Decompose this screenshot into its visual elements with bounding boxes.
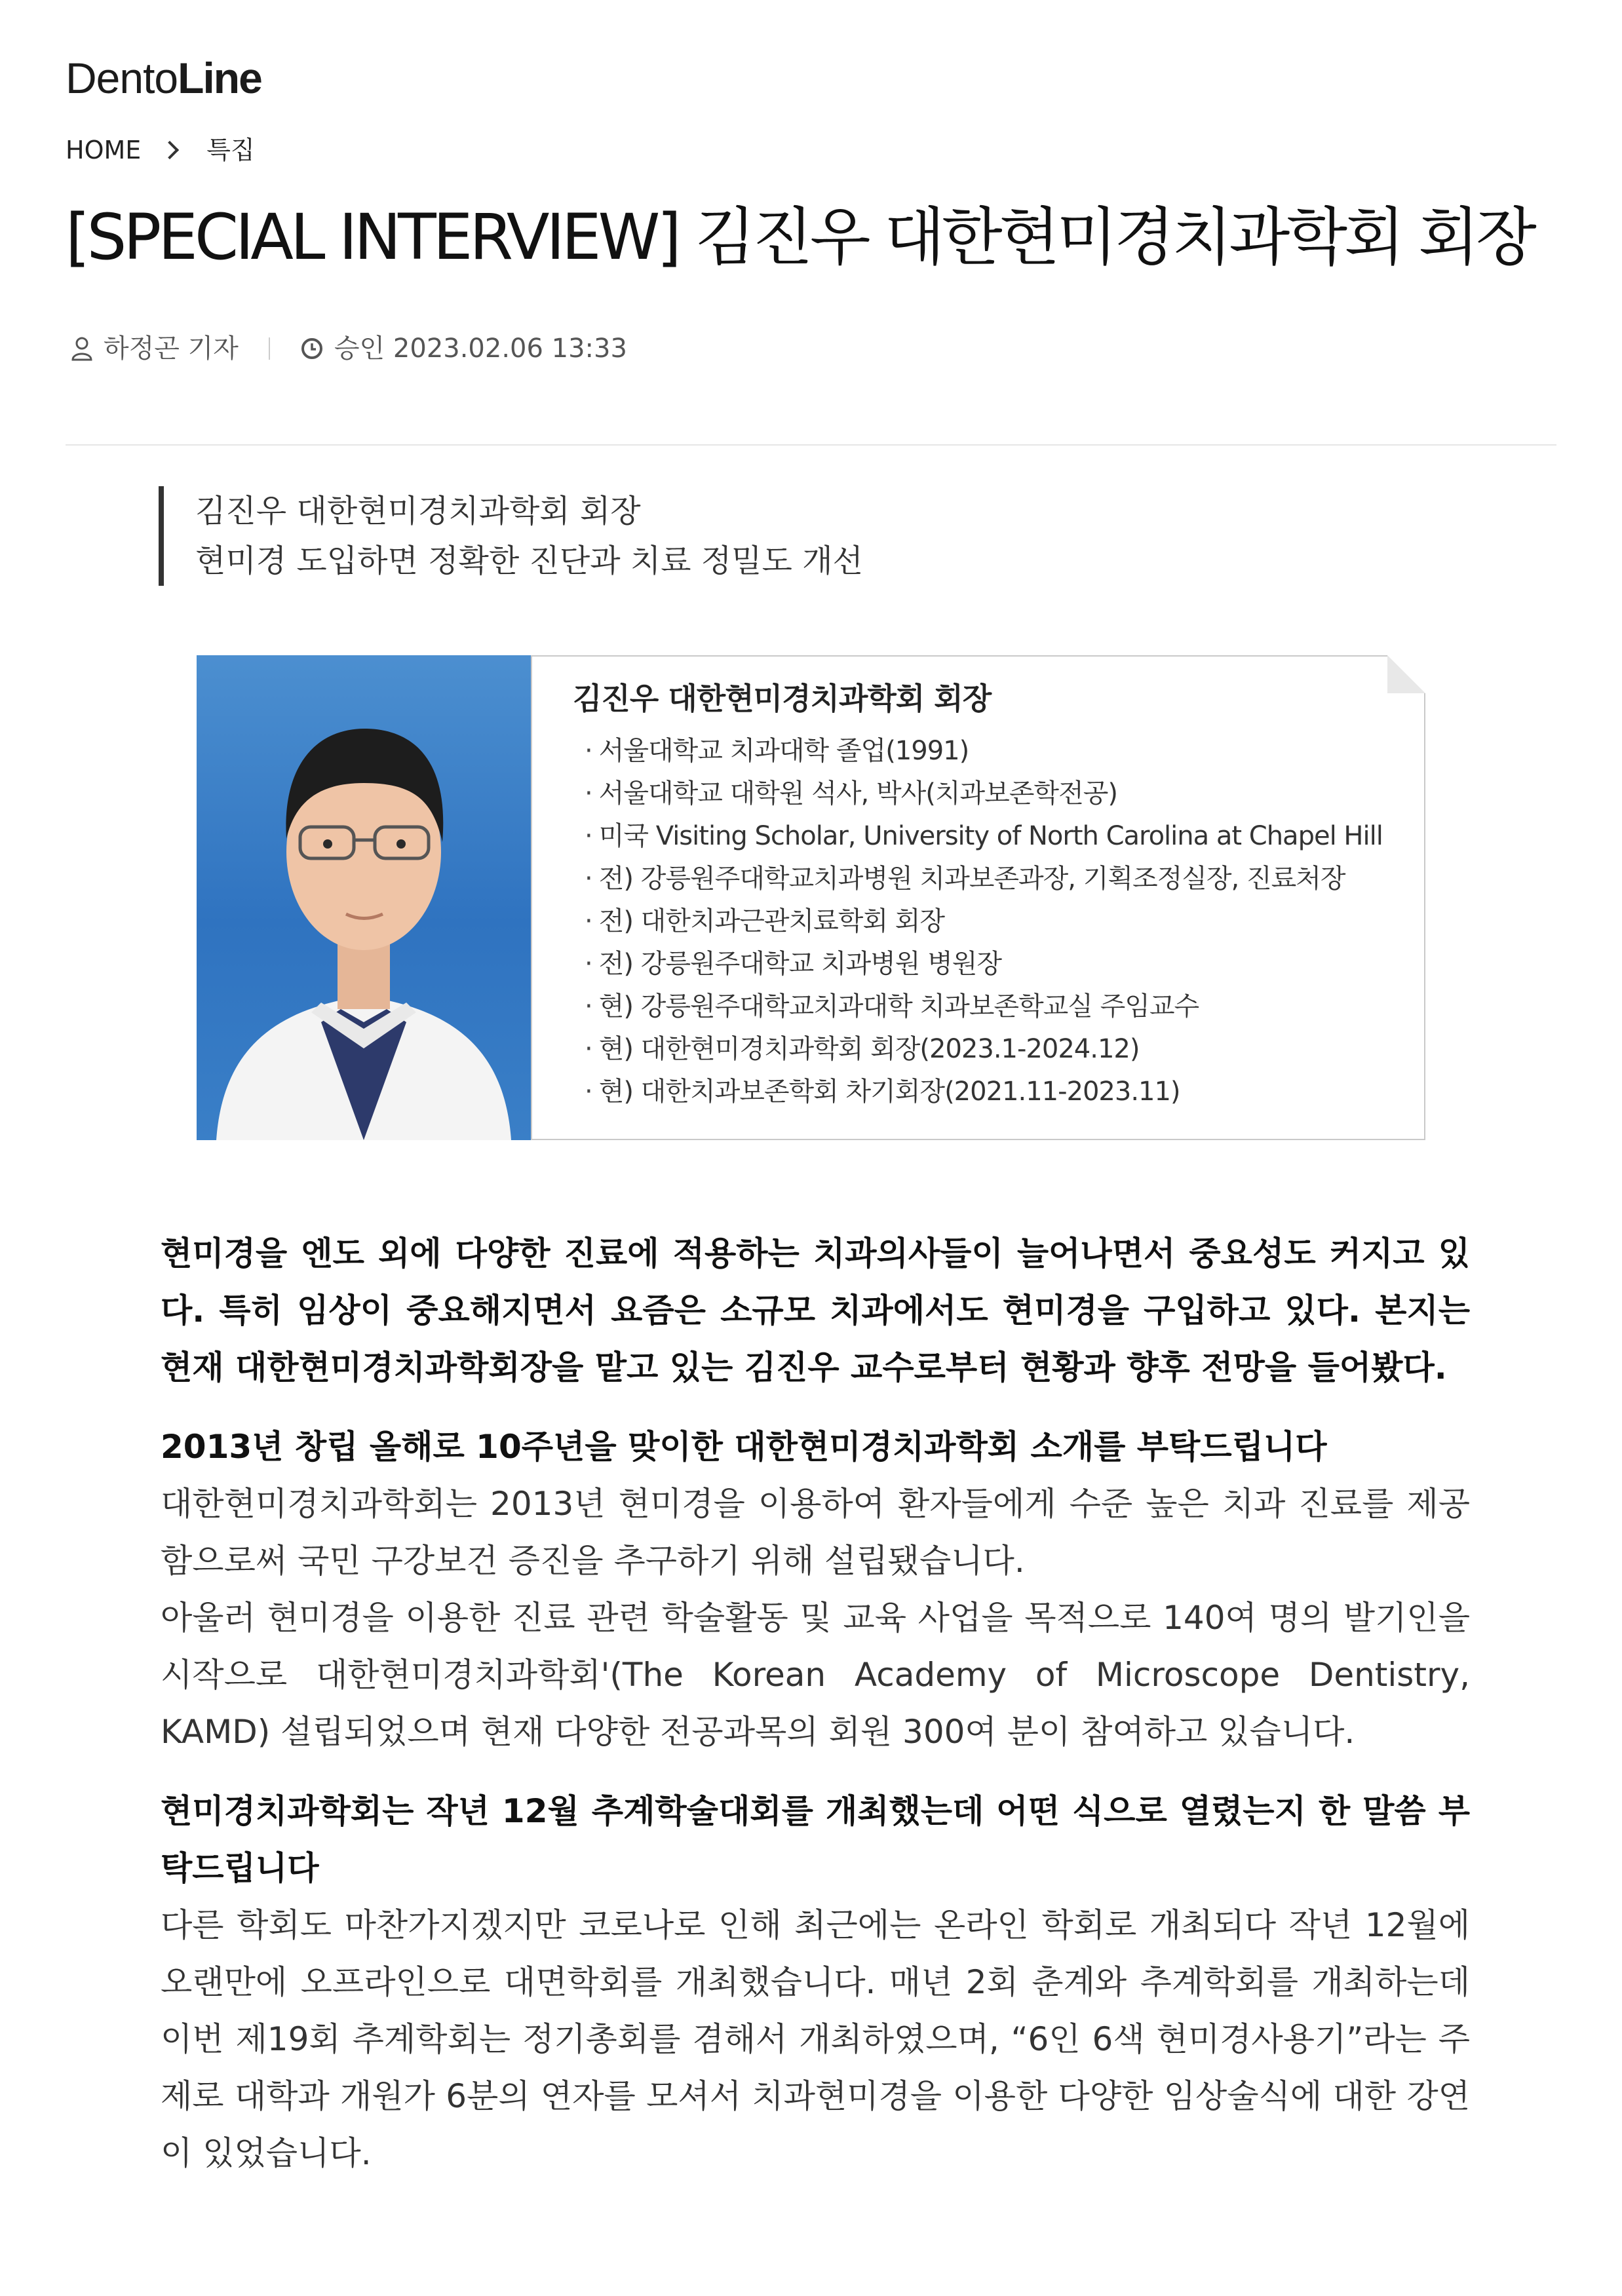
user-icon: [71, 336, 93, 361]
breadcrumb-section[interactable]: 특집: [206, 136, 255, 164]
profile-item: · 현) 강릉원주대학교치과대학 치과보존학교실 주임교수: [585, 985, 1383, 1028]
article-lead: 현미경을 엔도 외에 다양한 진료에 적용하는 치과의사들이 늘어나면서 중요성도 커지고 있다. 특히 임상이 중요해지면서 요즘은 소규모 치과에서도 현미경을 구입하고 있다. 본지는 현재 대한현미경치과학회장을 맡고 있는 김진우 교수로부터 현황과 향후 전망을 들어봤다.: [161, 1234, 1470, 1387]
meta-divider: [269, 337, 270, 360]
profile-item: · 전) 대한치과근관치료학회 회장: [585, 900, 1383, 943]
profile-item: · 전) 강릉원주대학교치과병원 치과보존과장, 기획조정실장, 진료처장: [585, 858, 1383, 900]
page-title: [SPECIAL INTERVIEW] 김진우 대한현미경치과학회 회장: [66, 201, 1534, 274]
profile-name: 김진우 대한현미경치과학회 회장: [573, 681, 992, 716]
site-logo[interactable]: [66, 56, 261, 100]
summary-line: 현미경 도입하면 정확한 진단과 치료 정밀도 개선: [195, 543, 863, 579]
clock-icon: [300, 337, 324, 360]
answer-paragraph: 아울러 현미경을 이용한 진료 관련 학술활동 및 교육 사업을 목적으로 140여 명의 발기인을 시작으로 대한현미경치과학회'(The Korean Academy of Microscope Dentistry, KAMD) 설립되었으며 현재 다양한 전공과목의 회원 300여 분이 참여하고 있습니다.: [161, 1599, 1470, 1751]
summary-line: 김진우 대한현미경치과학회 회장: [195, 493, 641, 529]
profile-list: [585, 730, 1383, 1113]
portrait-image: [197, 655, 531, 1140]
answer-paragraph: 다른 학회도 마찬가지겠지만 코로나로 인해 최근에는 온라인 학회로 개최되다 작년 12월에 오랜만에 오프라인으로 대면학회를 개최했습니다. 매년 2회 춘계와 추계학회를 개최하는데 이번 제19회 추계학회는 정기총회를 겸해서 개최하였으며, “6인 6색 현미경사용기”라는 주제로 대학과 개원가 6분의 연자를 모셔서 치과현미경을 이용한 다양한 임상술식에 대한 강연이 있었습니다.: [161, 1906, 1470, 2172]
page-fold-decoration: [1387, 655, 1425, 693]
profile-photo: [197, 655, 531, 1140]
profile-item: · 서울대학교 치과대학 졸업(1991): [585, 730, 1383, 773]
chevron-right-icon: [161, 141, 179, 159]
author-name: 하정곤 기자: [104, 334, 239, 364]
question-heading: 2013년 창립 올해로 10주년을 맞이한 대한현미경치과학회 소개를 부탁드립니다: [161, 1428, 1327, 1466]
profile-card: [531, 655, 1425, 1140]
profile-item: · 미국 Visiting Scholar, University of North Carolina at Chapel Hill: [585, 815, 1383, 858]
article-body: [161, 1225, 1470, 2182]
logo-text-line: Line: [178, 54, 261, 102]
breadcrumb-home[interactable]: HOME: [66, 136, 142, 164]
profile-item: · 현) 대한현미경치과학회 회장(2023.1-2024.12): [585, 1028, 1383, 1071]
breadcrumb: [66, 138, 255, 163]
published-date: 승인 2023.02.06 13:33: [334, 334, 627, 364]
article-summary: [159, 486, 863, 586]
question-heading: 현미경치과학회는 작년 12월 추계학술대회를 개최했는데 어떤 식으로 열렸는지 한 말씀 부탁드립니다: [161, 1792, 1470, 1887]
article-meta: [71, 335, 627, 362]
header-divider: [66, 444, 1556, 446]
answer-paragraph: 대한현미경치과학회는 2013년 현미경을 이용하여 환자들에게 수준 높은 치과 진료를 제공함으로써 국민 구강보건 증진을 추구하기 위해 설립됐습니다.: [161, 1485, 1470, 1580]
logo-text-dento: Dento: [66, 54, 178, 102]
profile-box: [197, 655, 1425, 1140]
profile-item: · 전) 강릉원주대학교 치과병원 병원장: [585, 943, 1383, 985]
profile-item: · 현) 대한치과보존학회 차기회장(2021.11-2023.11): [585, 1071, 1383, 1113]
profile-item: · 서울대학교 대학원 석사, 박사(치과보존학전공): [585, 773, 1383, 815]
